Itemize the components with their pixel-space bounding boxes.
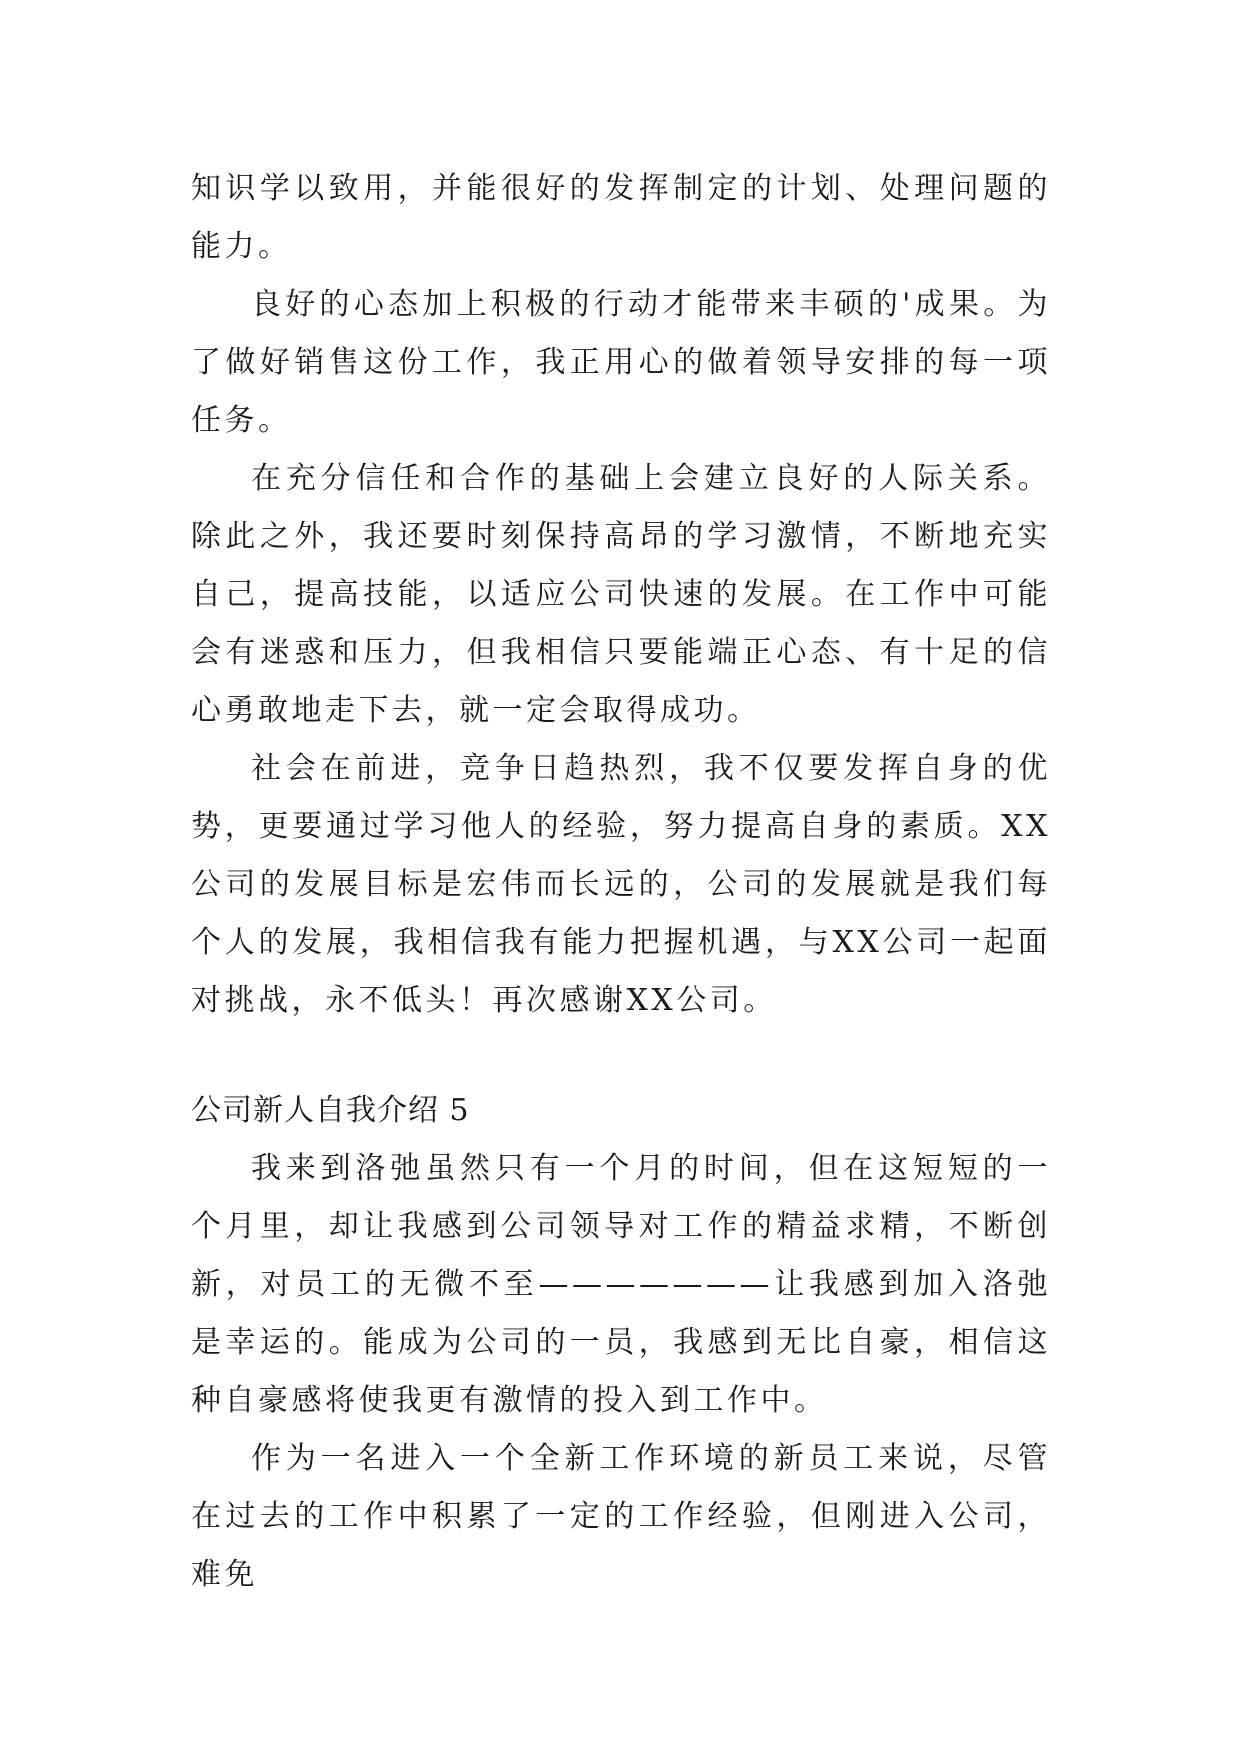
paragraph-new-employee: 作为一名进入一个全新工作环境的新员工来说，尽管在过去的工作中积累了一定的工作经验，但刚进入公司，难免 [191, 1441, 1051, 1592]
paragraph-society: 社会在前进，竞争日趋热烈，我不仅要发挥自身的优势，更要通过学习他人的经验，努力提高自身的素质。XX公司的发展目标是宏伟而长远的，公司的发展就是我们每个人的发展，我相信我有能力把握机遇，与XX公司一起面对挑战，永不低头！再次感谢XX公司。 [191, 751, 1051, 1018]
paragraph-relationships: 在充分信任和合作的基础上会建立良好的人际关系。除此之外，我还要时刻保持高昂的学习激情，不断地充实自己，提高技能，以适应公司快速的发展。在工作中可能会有迷惑和压力，但我相信只要能端正心态、有十足的信心勇敢地走下去，就一定会取得成功。 [191, 461, 1051, 728]
paragraph-continuation: 知识学以致用，并能很好的发挥制定的计划、处理问题的能力。 [191, 171, 1051, 264]
paragraph-mindset: 良好的心态加上积极的行动才能带来丰硕的'成果。为了做好销售这份工作，我正用心的做着领导安排的每一项任务。 [191, 287, 1051, 438]
document-page [191, 160, 1051, 1604]
section-heading: 公司新人自我介绍 5 [191, 1093, 470, 1128]
paragraph-arrival: 我来到洛弛虽然只有一个月的时间，但在这短短的一个月里，却让我感到公司领导对工作的精益求精，不断创新，对员工的无微不至———————让我感到加入洛弛是幸运的。能成为公司的一员，我感到无比自豪，相信这种自豪感将使我更有激情的投入到工作中。 [191, 1151, 1051, 1418]
